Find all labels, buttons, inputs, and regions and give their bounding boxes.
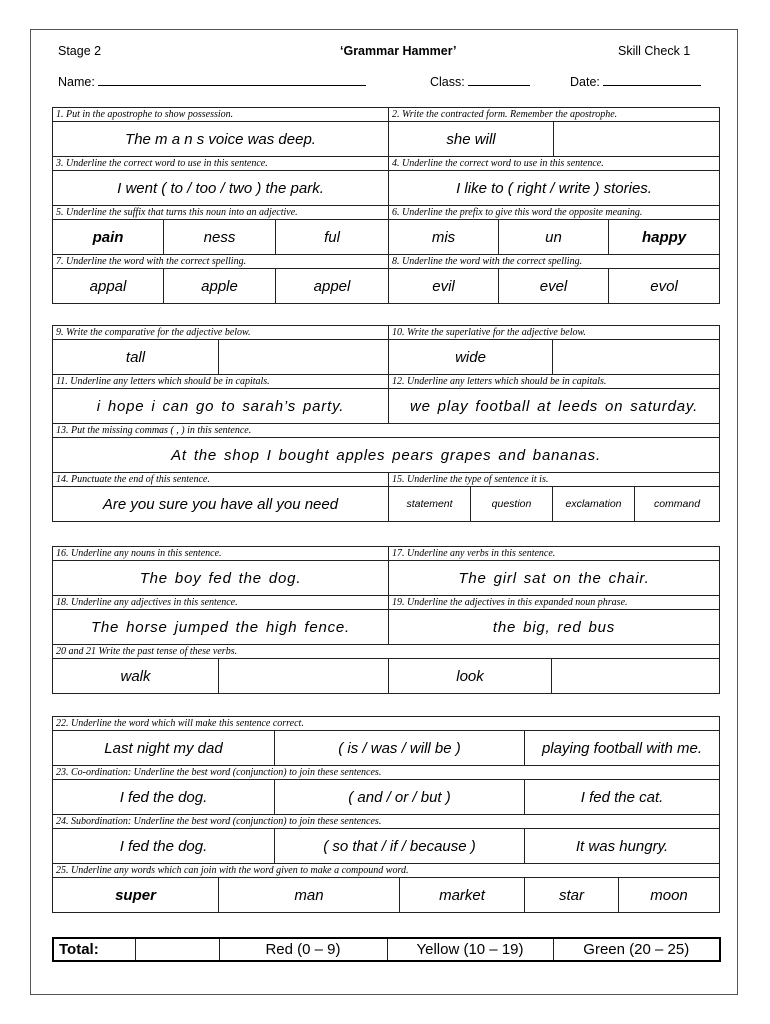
q15-option[interactable]: exclamation: [553, 487, 635, 522]
q21-answer-box[interactable]: [552, 659, 720, 694]
total-label: Total:: [53, 938, 135, 961]
q24-options[interactable]: ( so that / if / because ): [275, 829, 525, 864]
q18-sentence[interactable]: The horse jumped the high fence.: [53, 610, 389, 645]
q17-sentence[interactable]: The girl sat on the chair.: [389, 561, 720, 596]
q8-option[interactable]: evel: [499, 269, 609, 304]
q8-option[interactable]: evil: [389, 269, 499, 304]
q25-option[interactable]: market: [400, 878, 525, 913]
q1-instruction: 1. Put in the apostrophe to show possession.: [53, 108, 389, 122]
q22-instruction: 22. Underline the word which will make this sentence correct.: [53, 717, 720, 731]
q20-instruction: 20 and 21 Write the past tense of these verbs.: [53, 645, 720, 659]
section-3: [52, 546, 720, 694]
total-row: [52, 937, 721, 962]
q8-option[interactable]: evol: [609, 269, 720, 304]
q6-instruction: 6. Underline the prefix to give this word the opposite meaning.: [389, 206, 720, 220]
name-field[interactable]: [98, 75, 366, 86]
q8-instruction: 8. Underline the word with the correct spelling.: [389, 255, 720, 269]
q25-option[interactable]: star: [525, 878, 619, 913]
q2-instruction: 2. Write the contracted form. Remember the apostrophe.: [389, 108, 720, 122]
q2-answer-box[interactable]: [554, 122, 720, 157]
q7-option[interactable]: appel: [276, 269, 389, 304]
q20-verb: walk: [53, 659, 219, 694]
stage-label: Stage 2: [58, 44, 102, 58]
q11-instruction: 11. Underline any letters which should be in capitals.: [53, 375, 389, 389]
q17-instruction: 17. Underline any verbs in this sentence.: [389, 547, 720, 561]
q3-instruction: 3. Underline the correct word to use in this sentence.: [53, 157, 389, 171]
band-yellow: Yellow (10 – 19): [387, 938, 553, 961]
q14-sentence[interactable]: Are you sure you have all you need: [53, 487, 389, 522]
class-label: Class:: [430, 75, 465, 89]
q6-word: happy: [609, 220, 720, 255]
q15-option[interactable]: statement: [389, 487, 471, 522]
q9-instruction: 9. Write the comparative for the adjective below.: [53, 326, 389, 340]
q25-word: super: [53, 878, 219, 913]
q22-start: Last night my dad: [53, 731, 275, 766]
q16-instruction: 16. Underline any nouns in this sentence.: [53, 547, 389, 561]
q19-phrase[interactable]: the big, red bus: [389, 610, 720, 645]
q15-instruction: 15. Underline the type of sentence it is.: [389, 473, 720, 487]
q13-sentence[interactable]: At the shop I bought apples pears grapes and bananas.: [53, 438, 720, 473]
q22-end: playing football with me.: [525, 731, 720, 766]
page-title: ‘Grammar Hammer’: [340, 44, 457, 58]
q4-sentence[interactable]: I like to ( right / write ) stories.: [389, 171, 720, 206]
q25-option[interactable]: man: [219, 878, 400, 913]
q3-sentence[interactable]: I went ( to / too / two ) the park.: [53, 171, 389, 206]
q5-option[interactable]: ness: [164, 220, 276, 255]
q14-instruction: 14. Punctuate the end of this sentence.: [53, 473, 389, 487]
q21-verb: look: [389, 659, 552, 694]
q23-instruction: 23. Co-ordination: Underline the best word (conjunction) to join these sentences.: [53, 766, 720, 780]
q9-answer-box[interactable]: [219, 340, 389, 375]
q5-option[interactable]: ful: [276, 220, 389, 255]
q10-prompt: wide: [389, 340, 553, 375]
band-red: Red (0 – 9): [219, 938, 387, 961]
name-label: Name:: [58, 75, 95, 89]
q23-sentence-a: I fed the dog.: [53, 780, 275, 815]
q24-sentence-a: I fed the dog.: [53, 829, 275, 864]
skill-check-label: Skill Check 1: [618, 44, 691, 58]
date-label: Date:: [570, 75, 600, 89]
q7-instruction: 7. Underline the word with the correct spelling.: [53, 255, 389, 269]
q24-instruction: 24. Subordination: Underline the best word (conjunction) to join these sentences.: [53, 815, 720, 829]
q25-option[interactable]: moon: [619, 878, 720, 913]
q19-instruction: 19. Underline the adjectives in this expanded noun phrase.: [389, 596, 720, 610]
q13-instruction: 13. Put the missing commas ( , ) in this sentence.: [53, 424, 720, 438]
section-4: [52, 716, 720, 913]
band-green: Green (20 – 25): [553, 938, 720, 961]
total-score-box[interactable]: [135, 938, 219, 961]
q23-sentence-b: I fed the cat.: [525, 780, 720, 815]
q23-options[interactable]: ( and / or / but ): [275, 780, 525, 815]
q4-instruction: 4. Underline the correct word to use in this sentence.: [389, 157, 720, 171]
q20-answer-box[interactable]: [219, 659, 389, 694]
q16-sentence[interactable]: The boy fed the dog.: [53, 561, 389, 596]
class-field[interactable]: [468, 75, 530, 86]
q1-sentence[interactable]: The m a n s voice was deep.: [53, 122, 389, 157]
q22-options[interactable]: ( is / was / will be ): [275, 731, 525, 766]
q6-option[interactable]: un: [499, 220, 609, 255]
date-field[interactable]: [603, 75, 701, 86]
q15-option[interactable]: question: [471, 487, 553, 522]
q2-prompt: she will: [389, 122, 554, 157]
class-row: [430, 75, 530, 89]
q12-instruction: 12. Underline any letters which should be in capitals.: [389, 375, 720, 389]
q15-option[interactable]: command: [635, 487, 720, 522]
q12-sentence[interactable]: we play football at leeds on saturday.: [389, 389, 720, 424]
q5-word: pain: [53, 220, 164, 255]
q5-instruction: 5. Underline the suffix that turns this noun into an adjective.: [53, 206, 389, 220]
q10-answer-box[interactable]: [553, 340, 720, 375]
date-row: [570, 75, 701, 89]
q7-option[interactable]: appal: [53, 269, 164, 304]
name-row: [58, 75, 366, 89]
section-2: [52, 325, 720, 522]
section-1: [52, 107, 720, 304]
q24-sentence-b: It was hungry.: [525, 829, 720, 864]
q25-instruction: 25. Underline any words which can join with the word given to make a compound word.: [53, 864, 720, 878]
q9-prompt: tall: [53, 340, 219, 375]
q11-sentence[interactable]: i hope i can go to sarah’s party.: [53, 389, 389, 424]
q6-option[interactable]: mis: [389, 220, 499, 255]
q7-option[interactable]: apple: [164, 269, 276, 304]
q10-instruction: 10. Write the superlative for the adjective below.: [389, 326, 720, 340]
q18-instruction: 18. Underline any adjectives in this sentence.: [53, 596, 389, 610]
